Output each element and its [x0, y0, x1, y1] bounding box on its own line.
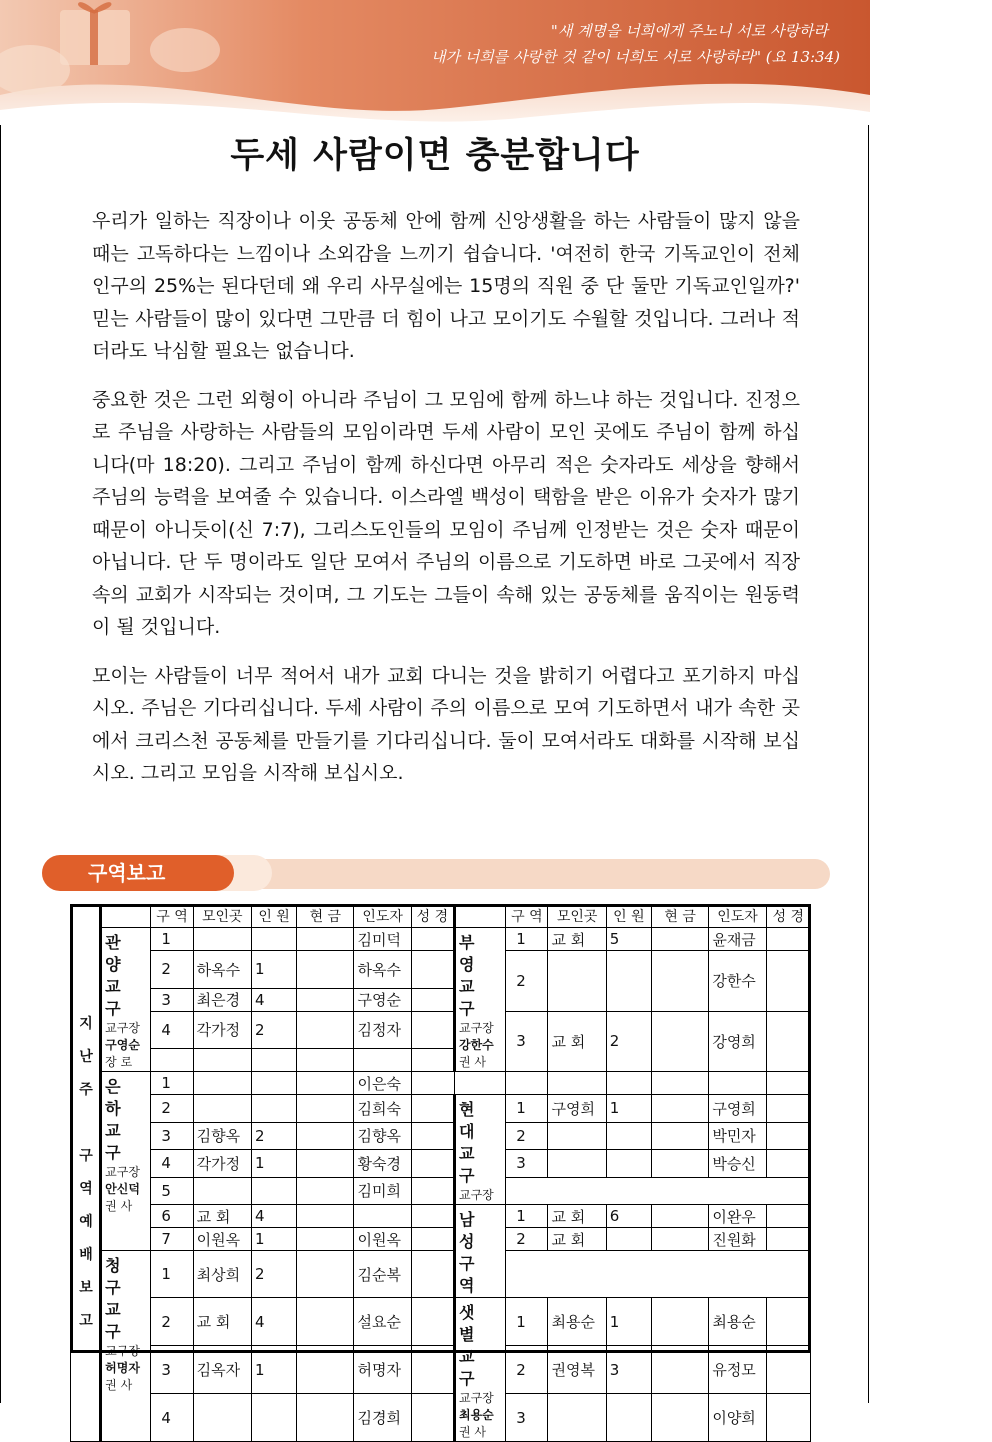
cell-leader: 박민자	[709, 1122, 766, 1150]
cell-money	[652, 1228, 709, 1251]
cell-money	[652, 1394, 709, 1442]
group-sub: 교 구	[105, 1121, 135, 1162]
header-r-1: 모인곳	[548, 905, 606, 928]
cell-bible	[411, 988, 454, 1011]
group-leader-role: 교구장	[459, 1391, 494, 1405]
group-name: 청 구	[105, 1256, 135, 1297]
cell-leader: 이완우	[709, 1205, 766, 1228]
cell-leader: 구영희	[709, 1095, 766, 1123]
cell-no: 6	[151, 1205, 193, 1228]
cell-bible	[411, 1394, 454, 1442]
cell-leader: 이은숙	[354, 1072, 411, 1095]
table-row	[71, 1394, 811, 1442]
group-sub: 교 구	[105, 977, 135, 1018]
cell-leader: 유정모	[709, 1346, 766, 1394]
table-row	[71, 1072, 811, 1095]
cell-leader: 이원옥	[354, 1228, 411, 1251]
group-leader-role: 교구장	[105, 1165, 140, 1179]
cell-count: 2	[251, 1011, 296, 1049]
cell-place: 교 회	[548, 928, 606, 951]
cell-place: 구영희	[548, 1095, 606, 1123]
table-row	[71, 928, 811, 951]
cell-place: 각가정	[193, 1150, 251, 1178]
cell-bible	[766, 1346, 810, 1394]
table-row	[71, 1251, 811, 1298]
cell-money	[297, 1150, 354, 1178]
cell-money	[297, 1177, 354, 1205]
cell-place	[193, 1394, 251, 1442]
section-header	[42, 855, 830, 891]
header-r-4: 인도자	[709, 905, 766, 928]
cell-place	[548, 951, 606, 1012]
cell-leader: 김정자	[354, 1011, 411, 1049]
group-leader-title: 권 사	[459, 1425, 486, 1439]
cell-money	[652, 1205, 709, 1228]
cell-bible	[766, 1228, 810, 1251]
cell-money	[606, 1072, 651, 1095]
cell-bible	[411, 1072, 454, 1095]
cell-count: 1	[251, 951, 296, 989]
cell-place: 권영복	[548, 1346, 606, 1394]
report-table	[70, 904, 811, 1442]
group-name: 은 하	[105, 1077, 135, 1118]
cell-place: 각가정	[193, 1011, 251, 1049]
cell-money	[297, 1011, 354, 1049]
cell-leader: 김미덕	[354, 928, 411, 951]
side-title-char: 구	[79, 1148, 93, 1164]
header-r-2: 인 원	[606, 905, 651, 928]
side-title-char: 지	[79, 1016, 93, 1032]
cell-leader: 허명자	[354, 1346, 411, 1394]
cell-no: 1	[151, 928, 193, 951]
cell-money	[652, 1298, 709, 1346]
table-row	[71, 1177, 811, 1205]
cell-no: 3	[506, 1011, 548, 1072]
cell-count: 1	[606, 1298, 651, 1346]
group-sub: 구 역	[459, 1254, 489, 1295]
cell-count: 6	[606, 1205, 651, 1228]
cell-no: 4	[151, 1394, 193, 1442]
header-blank-left	[101, 905, 151, 928]
cell-leader: 김순복	[354, 1251, 411, 1298]
cell-bible	[411, 1122, 454, 1150]
cell-leader: 박승신	[709, 1150, 766, 1178]
cell-count: 2	[251, 1122, 296, 1150]
cell-count	[548, 1072, 606, 1095]
cell-no: 4	[151, 1011, 193, 1049]
side-title-char: 보	[79, 1280, 93, 1296]
group-sub: 교 구	[459, 977, 489, 1018]
cell-leader: 황숙경	[354, 1150, 411, 1178]
paragraph-2: 중요한 것은 그런 외형이 아니라 주님이 그 모임에 함께 하느냐 하는 것입니다. 진정으로 주님을 사랑하는 사람들의 모임이라면 두세 사람이 모인 곳에도 주님이 함께 하십니다(마 18:20). 그리고 주님이 함께 하신다면 아무리 적은 숫자라도 세상을 향해서 주님의 능력을 보여줄 수 있습니다. 이스라엘 백성이 택함을 받은 이유가 숫자가 많기 때문이 아니듯이(신 7:7), 그리스도인들의 모임이 주님께 인정받는 것은 숫자 때문이 아닙니다. 단 두 명이라도 일단 모여서 주님의 이름으로 기도하면 바로 그곳에서 직장 속의 교회가 시작되는 것이며, 그 기도는 그들이 속해 있는 공동체를 움직이는 원동력이 될 것입니다.	[92, 388, 800, 638]
cell-bible	[709, 1072, 766, 1095]
side-title-char: 예	[79, 1214, 93, 1230]
cell-bible	[411, 1095, 454, 1123]
cell-place: 교 회	[193, 1205, 251, 1228]
bible-verse	[300, 18, 840, 70]
cell-no: 2	[506, 1228, 548, 1251]
cell-bible	[766, 1150, 810, 1178]
cell-money	[297, 988, 354, 1011]
header-4: 인도자	[354, 905, 411, 928]
cell-place: 교 회	[548, 1011, 606, 1072]
side-title-char: 주	[79, 1082, 93, 1098]
cell-no: 3	[151, 988, 193, 1011]
cell-count	[606, 951, 651, 1012]
cell-money	[297, 1394, 354, 1442]
cell-place	[193, 1177, 251, 1205]
cell-leader: 김미희	[354, 1177, 411, 1205]
page-border-left	[0, 0, 1, 1403]
cell-money	[297, 1049, 354, 1072]
cell-no: 1	[151, 1251, 193, 1298]
cell-bible	[766, 1011, 810, 1072]
group-leader-role: 교구장	[459, 1021, 494, 1035]
cell-money	[297, 1072, 354, 1095]
cell-leader	[354, 1049, 411, 1072]
cell-money	[652, 1011, 709, 1072]
cell-count	[606, 1150, 651, 1178]
cell-no	[455, 1072, 506, 1095]
cell-money	[652, 1122, 709, 1150]
cell-no: 3	[151, 1122, 193, 1150]
cell-count	[251, 1394, 296, 1442]
cell-count	[251, 928, 296, 951]
right-group-label	[455, 928, 506, 1072]
cell-leader: 진원화	[709, 1228, 766, 1251]
right-group-label	[455, 1298, 506, 1442]
cell-leader	[652, 1072, 709, 1095]
cell-no	[151, 1049, 193, 1072]
group-leader-title: 권 사	[105, 1378, 133, 1392]
table-row	[71, 1095, 811, 1123]
cell-no: 3	[506, 1394, 548, 1442]
group-name: 현 대	[459, 1100, 489, 1141]
table-row	[71, 1122, 811, 1150]
cell-no: 2	[151, 1095, 193, 1123]
cell-place	[548, 1122, 606, 1150]
cell-no: 1	[506, 1298, 548, 1346]
cell-money	[652, 1150, 709, 1178]
cell-bible	[766, 1205, 810, 1228]
group-sub: 교 구	[459, 1144, 489, 1185]
section-label: 구역보고	[88, 861, 166, 885]
table-row	[71, 1346, 811, 1394]
cell-no: 3	[151, 1346, 193, 1394]
cell-leader: 설요순	[354, 1298, 411, 1346]
cell-place	[193, 1049, 251, 1072]
cell-leader: 김향옥	[354, 1122, 411, 1150]
left-group-label	[101, 1072, 151, 1251]
table-row	[71, 1150, 811, 1178]
header-r-5: 성 경	[766, 905, 810, 928]
group-leader-name: 강한수	[459, 1038, 494, 1052]
cell-bible	[411, 1346, 454, 1394]
blank-row	[506, 1251, 811, 1298]
group-leader-name: 최용순	[459, 1408, 494, 1422]
cell-money	[297, 928, 354, 951]
bible-verse-line-1: "새 계명을 너희에게 주노니 서로 사랑하라	[550, 22, 828, 40]
cell-count: 4	[251, 988, 296, 1011]
cell-leader: 구영순	[354, 988, 411, 1011]
cell-leader: 강한수	[709, 951, 766, 1012]
cell-place: 최은경	[193, 988, 251, 1011]
cell-no: 4	[151, 1150, 193, 1178]
cell-money	[297, 1228, 354, 1251]
cell-no: 5	[151, 1177, 193, 1205]
cell-place: 교 회	[193, 1298, 251, 1346]
cell-place: 이원옥	[193, 1228, 251, 1251]
cell-count	[606, 1394, 651, 1442]
cell-bible	[411, 1298, 454, 1346]
cell-place	[193, 1072, 251, 1095]
group-leader-name: 허명자	[105, 1361, 140, 1375]
group-leader-title: 권 사	[105, 1199, 133, 1213]
cell-count: 1	[251, 1346, 296, 1394]
group-leader-role: 교구장	[459, 1188, 494, 1202]
cell-place: 하옥수	[193, 951, 251, 989]
cell-place: 최용순	[548, 1298, 606, 1346]
header-5: 성 경	[411, 905, 454, 928]
cell-money	[297, 1122, 354, 1150]
side-title-char: 고	[79, 1313, 93, 1329]
cell-place	[548, 1150, 606, 1178]
cell-money	[297, 951, 354, 989]
cell-no: 2	[151, 1298, 193, 1346]
cell-no: 2	[151, 951, 193, 989]
cell-place: 김옥자	[193, 1346, 251, 1394]
cell-count: 5	[606, 928, 651, 951]
side-title-char: 난	[79, 1049, 93, 1065]
cell-bible	[766, 1298, 810, 1346]
left-group-label	[101, 928, 151, 1072]
cell-no: 1	[506, 1205, 548, 1228]
header-3: 현 금	[297, 905, 354, 928]
cell-bible	[411, 951, 454, 989]
cell-count: 2	[606, 1011, 651, 1072]
cell-bible	[411, 928, 454, 951]
left-group-label	[101, 1251, 151, 1442]
cell-money	[297, 1251, 354, 1298]
cell-place: 김향옥	[193, 1122, 251, 1150]
right-group-label	[455, 1205, 506, 1298]
header-2: 인 원	[251, 905, 296, 928]
cell-no: 1	[506, 1095, 548, 1123]
blank-row	[506, 1177, 811, 1205]
header-1: 모인곳	[193, 905, 251, 928]
header-r-3: 현 금	[652, 905, 709, 928]
cell-leader: 김희숙	[354, 1095, 411, 1123]
cell-count: 4	[251, 1205, 296, 1228]
group-leader-name: 구영순	[105, 1038, 140, 1052]
cell-bible	[411, 1177, 454, 1205]
cell-count	[251, 1049, 296, 1072]
cell-count: 1	[251, 1228, 296, 1251]
group-sub: 교 구	[459, 1347, 489, 1388]
cell-place	[193, 1095, 251, 1123]
header-r-0: 구 역	[506, 905, 548, 928]
table-header-row	[71, 905, 811, 928]
table-row	[71, 951, 811, 989]
side-title-char: 역	[79, 1181, 93, 1197]
paragraph-3: 모이는 사람들이 너무 적어서 내가 교회 다니는 것을 밝히기 어렵다고 포기하지 마십시오. 주님은 기다리십니다. 두세 사람이 주의 이름으로 모여 기도하면서 내가 속한 곳에서 크리스천 공동체를 만들기를 기다리십니다. 둘이 모여서라도 대화를 시작해 보십시오. 그리고 모임을 시작해 보십시오.	[92, 664, 800, 784]
group-leader-title: 장 로	[105, 1055, 133, 1069]
group-sub: 교 구	[105, 1300, 135, 1341]
cell-leader: 윤재금	[709, 928, 766, 951]
cell-count: 2	[251, 1251, 296, 1298]
cell-count	[606, 1228, 651, 1251]
table-row	[71, 1228, 811, 1251]
cell-place: 최상희	[193, 1251, 251, 1298]
cell-bible	[766, 1394, 810, 1442]
group-name: 부 영	[459, 933, 489, 974]
cell-count: 4	[251, 1298, 296, 1346]
cell-leader: 김경희	[354, 1394, 411, 1442]
cell-no: 7	[151, 1228, 193, 1251]
paragraph-1: 우리가 일하는 직장이나 이웃 공동체 안에 함께 신앙생활을 하는 사람들이 많지 않을 때는 고독하다는 느낌이나 소외감을 느끼기 쉽습니다. '여전히 한국 기독교인이 전체 인구의 25%는 된다던데 왜 우리 사무실에는 15명의 직원 중 단 둘만 기독교인일까?' 믿는 사람들이 많이 있다면 그만큼 더 힘이 나고 모이기도 수월할 것입니다. 그러나 적더라도 낙심할 필요는 없습니다.	[92, 210, 800, 362]
group-leader-title: 권 사	[459, 1055, 486, 1069]
cell-money	[652, 928, 709, 951]
cell-place	[193, 928, 251, 951]
side-title-char: 배	[79, 1247, 93, 1263]
cell-place	[548, 1394, 606, 1442]
cell-money	[652, 1095, 709, 1123]
group-name: 관 양	[105, 933, 135, 974]
cell-leader: 하옥수	[354, 951, 411, 989]
cell-no: 2	[506, 1346, 548, 1394]
cell-no: 2	[506, 1122, 548, 1150]
cell-no: 1	[506, 928, 548, 951]
cell-bible	[411, 1228, 454, 1251]
cell-bible	[411, 1205, 454, 1228]
table-row	[71, 1298, 811, 1346]
group-name: 남 성	[459, 1210, 489, 1251]
report-side-title-text	[74, 1008, 98, 1338]
cell-count	[606, 1122, 651, 1150]
cell-leader: 최용순	[709, 1298, 766, 1346]
cell-count: 1	[606, 1095, 651, 1123]
cell-no: 2	[506, 951, 548, 1012]
cell-bible	[411, 1251, 454, 1298]
cell-money	[297, 1298, 354, 1346]
cell-bible	[766, 1122, 810, 1150]
group-name: 샛 별	[459, 1303, 489, 1344]
cell-count: 3	[606, 1346, 651, 1394]
article-body	[92, 205, 800, 806]
cell-leader: 강영희	[709, 1011, 766, 1072]
right-group-label	[455, 1095, 506, 1205]
header-blank-right	[455, 905, 506, 928]
cell-count	[251, 1072, 296, 1095]
cell-bible	[411, 1011, 454, 1049]
cell-place: 교 회	[548, 1228, 606, 1251]
group-leader-role: 교구장	[105, 1021, 140, 1035]
cell-money	[297, 1205, 354, 1228]
cell-count	[251, 1177, 296, 1205]
cell-bible	[411, 1049, 454, 1072]
cell-money	[297, 1095, 354, 1123]
cell-place	[506, 1072, 548, 1095]
cell-no: 3	[506, 1150, 548, 1178]
cell-money	[297, 1346, 354, 1394]
cell-bible	[411, 1150, 454, 1178]
cell-place: 교 회	[548, 1205, 606, 1228]
cell-leader: 이양희	[709, 1394, 766, 1442]
cell-bible	[766, 1095, 810, 1123]
table-row	[71, 1011, 811, 1049]
report-side-title	[71, 905, 101, 1442]
cell-count	[251, 1095, 296, 1123]
page-title: 두세 사람이면 충분합니다	[230, 136, 640, 176]
page-border-right	[868, 0, 869, 1403]
cell-leader	[354, 1205, 411, 1228]
cell-no: 1	[151, 1072, 193, 1095]
header-0: 구 역	[151, 905, 193, 928]
cell-bible	[766, 928, 810, 951]
cell-money	[652, 1346, 709, 1394]
group-leader-name: 안신덕	[105, 1182, 140, 1196]
cell-count: 1	[251, 1150, 296, 1178]
table-row	[71, 1205, 811, 1228]
cell-money	[652, 951, 709, 1012]
bible-verse-line-2: 내가 너희를 사랑한 것 같이 너희도 서로 사랑하라" (요 13:34)	[430, 48, 840, 66]
group-leader-role: 교구장	[105, 1344, 140, 1358]
cell-bible	[766, 951, 810, 1012]
